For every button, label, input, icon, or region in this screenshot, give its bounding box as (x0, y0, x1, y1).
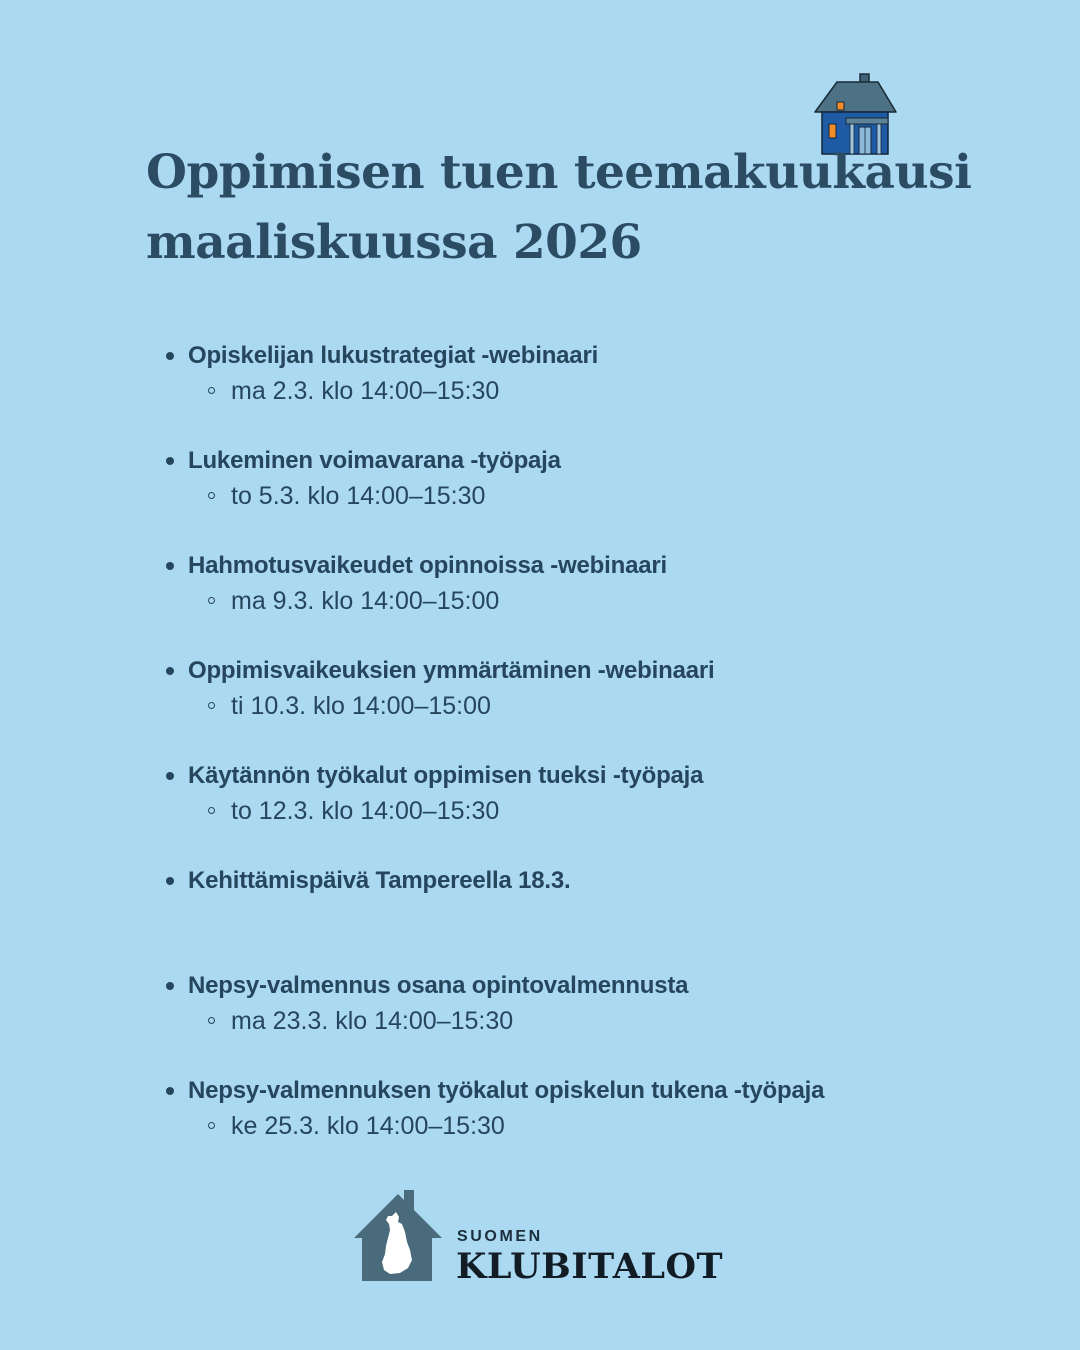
bullet-icon (166, 352, 174, 360)
logo-name: KLUBITALOT (456, 1246, 724, 1287)
event-title: Opiskelijan lukustrategiat -webinaari (188, 342, 599, 369)
list-item (164, 336, 924, 441)
event-title: Kehittämispäivä Tampereella 18.3. (188, 867, 571, 894)
page-title (146, 138, 972, 278)
list-item (164, 651, 924, 756)
event-date: to 12.3. klo 14:00–15:30 (231, 797, 500, 825)
circle-bullet-icon (208, 492, 215, 499)
title-line-2: maaliskuussa 2026 (146, 215, 642, 270)
circle-bullet-icon (208, 1122, 215, 1129)
event-date: ti 10.3. klo 14:00–15:00 (231, 692, 491, 720)
list-item (164, 861, 924, 966)
circle-bullet-icon (208, 597, 215, 604)
bullet-icon (166, 1087, 174, 1095)
circle-bullet-icon (208, 1017, 215, 1024)
bullet-icon (166, 562, 174, 570)
house-with-finland-map-icon (352, 1188, 446, 1284)
event-title: Käytännön työkalut oppimisen tueksi -työpaja (188, 762, 704, 789)
event-date: ma 9.3. klo 14:00–15:00 (231, 587, 500, 615)
list-item (164, 966, 924, 1071)
event-date: ma 2.3. klo 14:00–15:30 (231, 377, 500, 405)
event-title: Nepsy-valmennus osana opintovalmennusta (188, 972, 689, 999)
event-date: ma 23.3. klo 14:00–15:30 (231, 1007, 514, 1035)
list-item (164, 756, 924, 861)
event-date: ke 25.3. klo 14:00–15:30 (231, 1112, 505, 1140)
event-list (164, 336, 924, 1176)
logo-small-text: SUOMEN (457, 1228, 543, 1245)
bullet-icon (166, 772, 174, 780)
suomen-klubitalot-logo (352, 1188, 732, 1288)
circle-bullet-icon (208, 387, 215, 394)
list-item (164, 546, 924, 651)
event-title: Oppimisvaikeuksien ymmärtäminen -webinaari (188, 657, 715, 684)
circle-bullet-icon (208, 702, 215, 709)
list-item (164, 1071, 924, 1176)
list-item (164, 441, 924, 546)
bullet-icon (166, 667, 174, 675)
event-date: to 5.3. klo 14:00–15:30 (231, 482, 486, 510)
event-title: Lukeminen voimavarana -työpaja (188, 447, 561, 474)
circle-bullet-icon (208, 807, 215, 814)
event-title: Hahmotusvaikeudet opinnoissa -webinaari (188, 552, 667, 579)
event-title: Nepsy-valmennuksen työkalut opiskelun tukena -työpaja (188, 1077, 825, 1104)
bullet-icon (166, 457, 174, 465)
bullet-icon (166, 877, 174, 885)
bullet-icon (166, 982, 174, 990)
title-line-1: Oppimisen tuen teemakuukausi (146, 145, 972, 200)
